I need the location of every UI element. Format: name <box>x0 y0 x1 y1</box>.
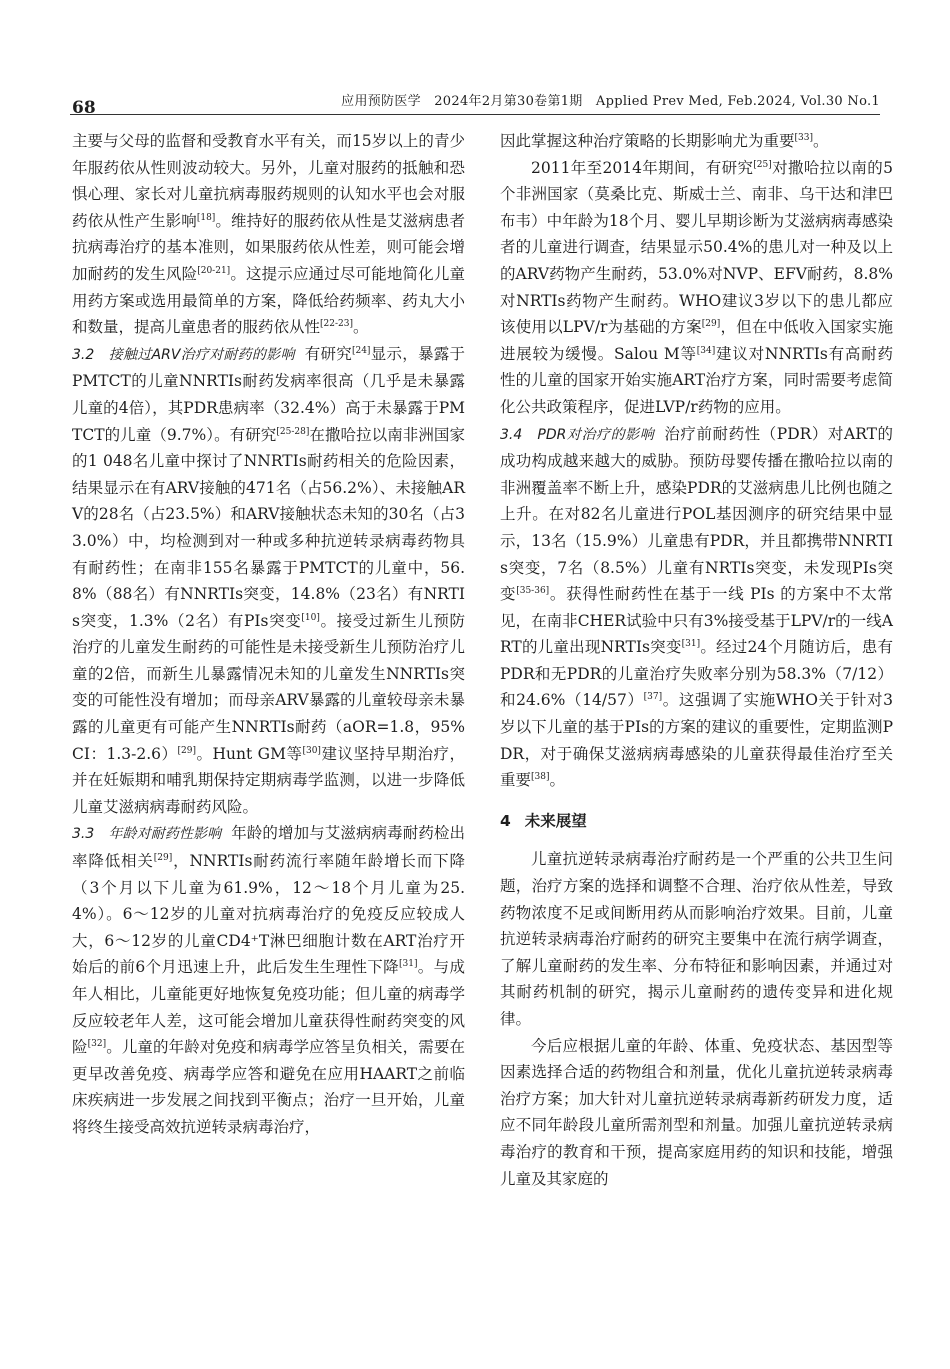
citation: [29] <box>177 745 197 756</box>
citation: [31] <box>398 959 418 970</box>
citation: [30] <box>302 745 321 756</box>
section-3-2: 3.2 接触过ARV治疗对耐药的影响 有研究[24]显示，暴露于PMTCT的儿童NNRTIs耐药发病率很高（几乎是未暴露儿童的4倍），其PDR患病率（32.4%）高于未暴露于PMTCT的儿童（9.7%）。有研究[25-28]在撒哈拉以南非洲国家的1 048名儿童中探讨了NNRTIs耐药相关的危险因素，结果显示在有ARV接触的471名（占56.2%）、未接触ARV的28名（占23.5%）和ARV接触状态未知的30名（占33.0%）中，均检测到对一种或多种抗逆转录病毒药物具有耐药性；在南非155名暴露于PMTCT的儿童中，56.8%（88名）有NNRTIs突变，14.8%（23名）有NRTIs突变，1.3%（2名）有PIs突变[10]。接受过新生儿预防治疗的儿童发生耐药的可能性是未接受新生儿预防治疗儿童的2倍，而新生儿暴露情况未知的儿童发生NNRTIs突变的可能性没有增加；而母亲ARV暴露的儿童较母亲未暴露的儿童更有可能产生NNRTIs耐药（aOR=1.8，95%CI：1.3-2.6）[29]。Hunt GM等[30]建议坚持早期治疗，并在妊娠期和哺乳期保持定期病毒学监测，以进一步降低儿童艾滋病病毒耐药风险。 <box>72 344 465 816</box>
page-number: 68 <box>72 98 96 118</box>
paragraph-adherence: 主要与父母的监督和受教育水平有关，而15岁以上的青少年服药依从性则波动较大。另外，儿童对服药的抵触和恐惧心理、家长对儿童抗病毒服药规则的认知水平也会对服药依从性产生影响[18]。维持好的服药依从性是艾滋病患者抗病毒治疗的基本准则，如果服药依从性差，则可能会增加耐药的发生风险[20-21]。这提示应通过尽可能地简化儿童用药方案或选用最简单的方案，降低给药频率、药丸大小和数量，提高儿童患者的服药依从性[22-23]。 <box>72 132 465 337</box>
citation: [22-23] <box>320 319 353 329</box>
paragraph-continuation: 因此掌握这种治疗策略的长期影响尤为重要[33]。 <box>500 132 829 150</box>
citation: [25-28] <box>276 426 310 437</box>
citation: [31] <box>681 639 701 650</box>
subsection-heading-3-2: 3.2 接触过ARV治疗对耐药的影响 <box>72 346 295 363</box>
citation: [25] <box>753 159 772 170</box>
citation: [24] <box>351 345 371 356</box>
right-column <box>500 128 893 1192</box>
citation: [33] <box>794 132 813 143</box>
citation: [32] <box>87 1039 107 1050</box>
paragraph-africa-study: 2011年至2014年期间，有研究[25]对撒哈拉以南的5个非洲国家（莫桑比克、斯威士兰、南非、乌干达和津巴布韦）中年龄为18个月、婴儿早期诊断为艾滋病病毒感染者的儿童进行调查，结果显示50.4%的患儿对一种及以上的ARV药物产生耐药，53.0%对NVP、EFV耐药，8.8%对NRTIs药物产生耐药。WHO建议3岁以下的患儿都应该使用以LPV/r为基础的方案[29]，但在中低收入国家实施进展较为缓慢。Salou M等[34]建议对NNRTIs有高耐药性的儿童的国家开始实施ART治疗方案，同时需要考虑简化公共政策程序，促进LVP/r药物的应用。 <box>500 158 893 416</box>
subsection-heading-3-4: 3.4 PDR对治疗的影响 <box>500 426 655 443</box>
section-heading-4 <box>500 808 893 835</box>
citation: [38] <box>531 772 550 783</box>
citation: [29] <box>701 319 721 329</box>
section-number: 4 <box>500 811 511 830</box>
section-title: 未来展望 <box>524 811 587 830</box>
running-header: 应用预防医学 2024年2月第30卷第1期 Applied Prev Med, Feb.2024, Vol.30 No.1 <box>341 94 880 109</box>
left-column <box>72 128 465 1141</box>
section-3-4: 3.4 PDR对治疗的影响 治疗前耐药性（PDR）对ART的成功构成越来越大的威胁。预防母婴传播在撒哈拉以南的非洲覆盖率不断上升，感染PDR的艾滋病患儿比例也随之上升。在对82名儿童进行POL基因测序的研究结果中显示，13名（15.9%）儿童患有PDR，并且都携带NNRTIs突变，7名（8.5%）儿童有NRTIs突变，未发现PIs突变[35-36]。获得性耐药性在基于一线 PIs 的方案中不太常见，在南非CHER试验中只有3%接受基于LPV/r的一线ART的儿童出现NRTIs突变[31]。经过24个月随访后，患有PDR和无PDR的儿童治疗失败率分别为58.3%（7/12）和24.6%（14/57）[37]。这强调了实施WHO关于针对3岁以下儿童的基于PIs的方案的建议的重要性，定期监测PDR，对于确保艾滋病病毒感染的儿童获得最佳治疗至关重要[38]。 <box>500 424 893 790</box>
citation: [35-36] <box>516 585 550 596</box>
header-rule <box>70 114 880 115</box>
paragraph-outlook-1: 儿童抗逆转录病毒治疗耐药是一个严重的公共卫生问题，治疗方案的选择和调整不合理、治疗依从性差，导致药物浓度不足或间断用药从而影响治疗效果。目前，儿童抗逆转录病毒治疗耐药的研究主要集中在流行病学调查，了解儿童耐药的发生率、分布特征和影响因素，并通过对其耐药机制的研究，揭示儿童耐药的遗传变异和进化规律。 <box>500 850 893 1028</box>
citation: [29] <box>153 852 173 863</box>
citation: [18] <box>196 212 216 223</box>
paragraph-outlook-2: 今后应根据儿童的年龄、体重、免疫状态、基因型等因素选择合适的药物组合和剂量，优化儿童抗逆转录病毒治疗方案；加大针对儿童抗逆转录病毒新药研发力度，适应不同年龄段儿童所需剂型和剂量。加强儿童抗逆转录病毒治疗的教育和干预，提高家庭用药的知识和技能，增强儿童及其家庭的 <box>500 1036 893 1188</box>
citation: [20-21] <box>197 265 231 276</box>
citation: [37] <box>643 692 663 703</box>
citation: [10] <box>301 612 320 623</box>
subsection-heading-3-3: 3.3 年龄对耐药性影响 <box>72 826 222 843</box>
section-3-3: 3.3 年龄对耐药性影响 年龄的增加与艾滋病病毒耐药检出率降低相关[29]，NNRTIs耐药流行率随年龄增长而下降（3个月以下儿童为61.9%，12～18个月儿童为25.4%）。6～12岁的儿童对抗病毒治疗的免疫反应较成人大，6～12岁的儿童CD4⁺T淋巴细胞计数在ART治疗开始后的前6个月迅速上升，此后发生生理性下降[31]。与成年人相比，儿童能更好地恢复免疫功能；但儿童的病毒学反应较老年人差，这可能会增加儿童获得性耐药突变的风险[32]。儿童的年龄对免疫和病毒学应答呈负相关，需要在更早改善免疫、病毒学应答和避免在应用HAART之前临床疾病进一步发展之间找到平衡点；治疗一旦开始，儿童将终生接受高效抗逆转录病毒治疗， <box>72 824 465 1136</box>
citation: [34] <box>696 345 716 356</box>
